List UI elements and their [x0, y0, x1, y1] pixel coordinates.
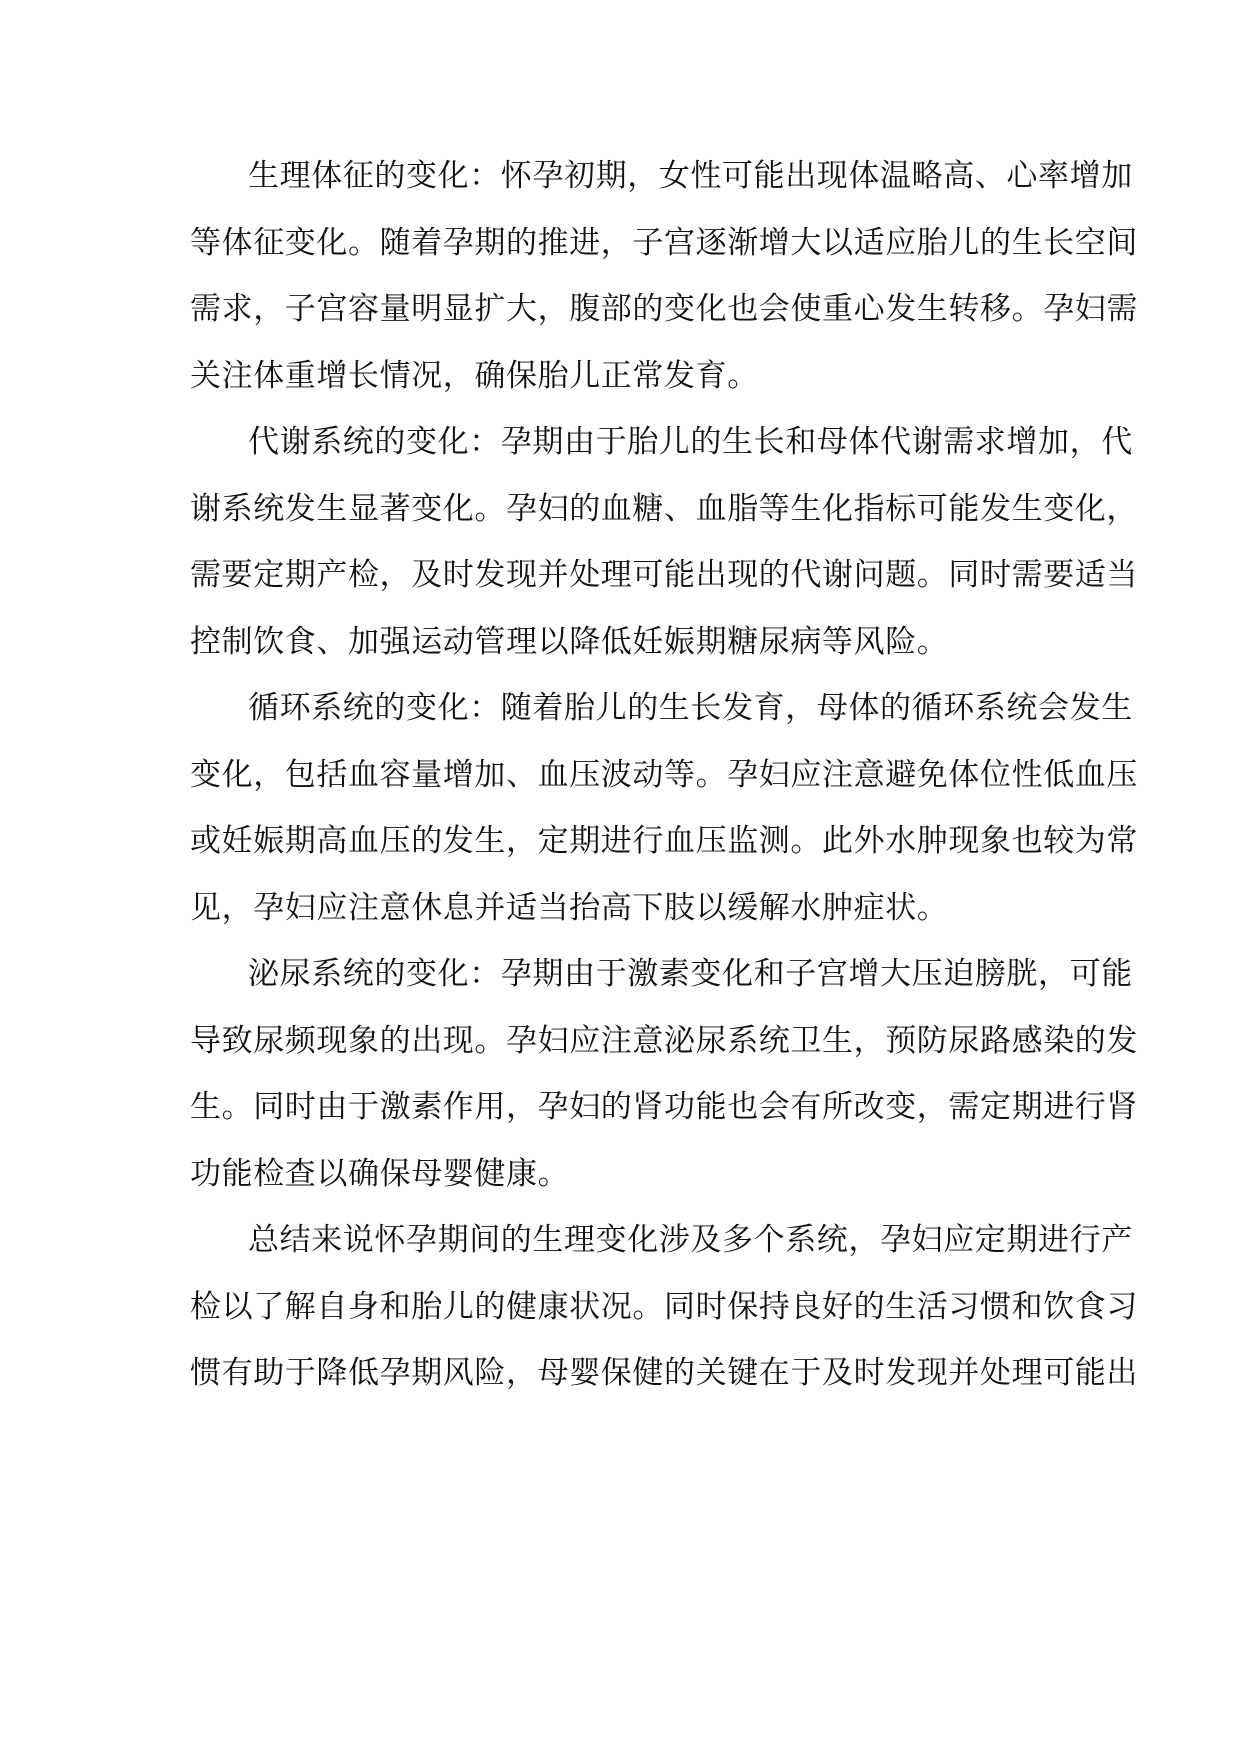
text-line: 功能检查以确保母婴健康。 [190, 1155, 570, 1192]
text-line: 关注体重增长情况，确保胎儿正常发育。 [190, 357, 759, 394]
paragraph-urinary-system [190, 941, 1138, 1207]
text-line: 惯有助于降低孕期风险，母婴保健的关键在于及时发现并处理可能出 [190, 1355, 1138, 1391]
text-line: 生理体征的变化：怀孕初期，女性可能出现体温略高、心率增加 [248, 158, 1133, 194]
text-line: 泌尿系统的变化：孕期由于激素变化和子宫增大压迫膀胱，可能 [248, 956, 1133, 992]
text-line: 变化，包括血容量增加、血压波动等。孕妇应注意避免体位性低血压 [190, 756, 1138, 793]
paragraph-circulatory-system [190, 675, 1138, 941]
text-line: 总结来说怀孕期间的生理变化涉及多个系统，孕妇应定期进行产 [248, 1222, 1133, 1258]
text-line: 需要定期产检，及时发现并处理可能出现的代谢问题。同时需要适当 [190, 557, 1138, 593]
text-line: 生。同时由于激素作用，孕妇的肾功能也会有所改变，需定期进行肾 [190, 1089, 1138, 1125]
paragraph-summary [190, 1207, 1138, 1407]
text-line: 检以了解自身和胎儿的健康状况。同时保持良好的生活习惯和饮食习 [190, 1288, 1138, 1325]
document-body [190, 143, 1138, 1407]
text-line: 需求，子宫容量明显扩大，腹部的变化也会使重心发生转移。孕妇需 [190, 291, 1138, 327]
paragraph-physical-signs [190, 143, 1138, 409]
text-line: 谢系统发生显著变化。孕妇的血糖、血脂等生化指标可能发生变化， [190, 490, 1138, 527]
text-line: 等体征变化。随着孕期的推进，子宫逐渐增大以适应胎儿的生长空间 [190, 224, 1138, 261]
text-line: 循环系统的变化：随着胎儿的生长发育，母体的循环系统会发生 [248, 690, 1133, 726]
text-line: 控制饮食、加强运动管理以降低妊娠期糖尿病等风险。 [190, 623, 949, 660]
text-line: 代谢系统的变化：孕期由于胎儿的生长和母体代谢需求增加，代 [248, 424, 1133, 460]
text-line: 见，孕妇应注意休息并适当抬高下肢以缓解水肿症状。 [190, 889, 949, 926]
paragraph-metabolic-system [190, 409, 1138, 675]
text-line: 导致尿频现象的出现。孕妇应注意泌尿系统卫生，预防尿路感染的发 [190, 1022, 1138, 1059]
text-line: 或妊娠期高血压的发生，定期进行血压监测。此外水肿现象也较为常 [190, 823, 1138, 859]
